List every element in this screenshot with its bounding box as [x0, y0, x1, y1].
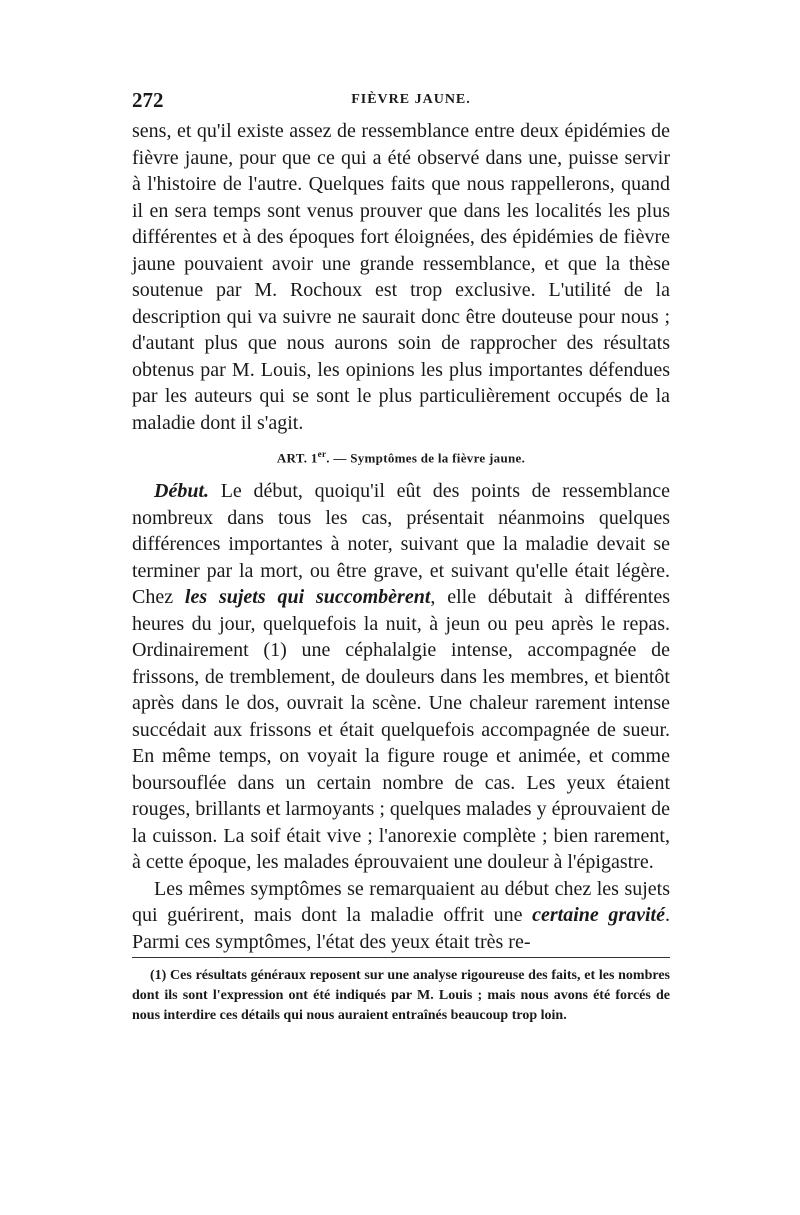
footnote-rule: [132, 957, 670, 958]
paragraph-1: sens, et qu'il existe assez de ressemblance entre deux épidémies de fièvre jaune, pour que ce qui a été observé dans une, puisse servir à l'histoire de l'autre. Quelques faits que nous rappellerons, quand il en sera temps sont venus prouver que dans les localités les plus différentes et à des époques fort éloignées, des épidémies de fièvre jaune pouvaient avoir une grande ressemblance, et que la thèse soutenue par M. Rochoux est trop exclusive. L'utilité de la description qui va suivre ne saurait donc être douteuse pour nous ; d'autant plus que nous aurons soin de rapprocher des résultats obtenus par M. Louis, les opinions les plus importantes défendues par les auteurs qui se sont le plus particulièrement occupés de la maladie dont il s'agit.: [132, 120, 670, 434]
footnote: (1) Ces résultats généraux reposent sur une analyse rigoureuse des faits, et les nombres dont ils sont l'expression ont été indiqués par M. Louis ; mais nous avons été forcés de nous interdire ces détails qui nous auraient entraînés beaucoup trop loin.: [132, 968, 670, 1024]
section-heading-title: . — Symptômes de la fièvre jaune.: [326, 450, 526, 466]
paragraph-2-lead: Début.: [154, 480, 209, 503]
section-heading-art: ART. 1: [276, 450, 318, 466]
body-text: [132, 118, 670, 955]
paragraph-3-emphasis: certaine gravité: [532, 904, 665, 927]
paragraph-2-text-b: , elle débutait à différentes heures du jour, quelquefois la nuit, à jeun ou peu après le repas. Ordinairement (1) une céphalalgie intense, accompagnée de frissons, de tremblement, de douleurs dans les membres, et bientôt après dans le dos, ouvrait la scène. Une chaleur rarement intense succédait aux frissons et était quelquefois accompagnée de sueur. En même temps, on voyait la figure rouge et animée, et comme boursouflée dans un certain nombre de cas. Les yeux étaient rouges, brillants et larmoyants ; quelques malades y éprouvaient de la cuisson. La soif était vive ; l'anorexie complète ; bien rarement, à cette époque, les malades éprouvaient une douleur à l'épigastre.: [132, 586, 671, 874]
book-page: [132, 88, 670, 1026]
paragraph-2-text-a: Le début, quoiqu'il eût des points de ressemblance nombreux dans tous les cas, présentait néanmoins quelques différences importantes à noter, suivant que la maladie devait se terminer par la mort, ou être grave, et suivant qu'elle était légère. Chez: [132, 480, 670, 609]
section-heading-sup: er: [317, 449, 327, 459]
paragraph-3: [132, 876, 670, 956]
paragraph-2-emphasis: les sujets qui succombèrent: [184, 586, 431, 609]
page-number: 272: [132, 88, 164, 112]
running-head: [132, 88, 670, 118]
section-heading: [132, 449, 670, 466]
running-title: FIÈVRE JAUNE.: [351, 92, 471, 107]
paragraph-3-text-a: Les mêmes symptômes se remarquaient au début chez les sujets qui guérirent, mais dont la maladie offrit une: [132, 877, 670, 927]
paragraph-3-text-b: . Parmi ces symptômes, l'état des yeux était très re-: [132, 904, 670, 953]
paragraph-2: [132, 478, 670, 876]
